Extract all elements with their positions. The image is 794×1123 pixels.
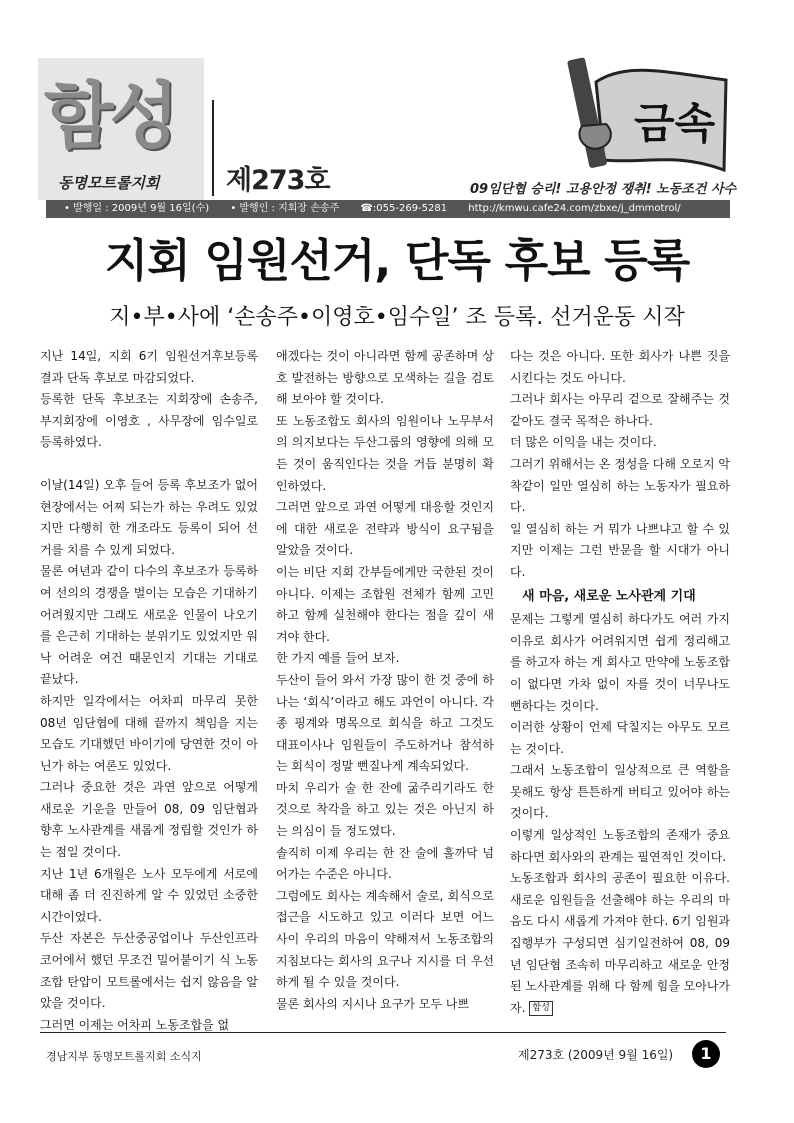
subheadline: 지•부•사에 ‘손송주•이영호•임수일’ 조 등록. 선거운동 시작 xyxy=(109,305,685,330)
paragraph: 두산 자본은 두산중공업이나 두산인프라코어에서 했던 무조건 밀어붙이기 식 노동조합 탄압이 모트롤에서는 쉽지 않음을 알았을 것이다. xyxy=(40,931,258,1011)
paragraph-gap xyxy=(40,454,258,475)
issue-number: 제273호 xyxy=(226,165,330,196)
page-number: 1 xyxy=(692,1040,720,1068)
paragraph: 더 많은 이익을 내는 것이다. xyxy=(510,435,657,450)
paragraph: 솔직히 이제 우리는 한 잔 술에 홀까닥 넘어가는 수준은 아니다. xyxy=(276,845,494,882)
paragraph: 등록한 단독 후보조는 지회장에 손송주, 부지회장에 이영호 , 사무장에 임수일로 등록하였다. xyxy=(40,392,258,450)
headline: 지회 임원선거, 단독 후보 등록 xyxy=(104,234,690,287)
paragraph: 이렇게 일상적인 노동조합의 존재가 중요하다면 회사와의 관계는 필연적인 것이다. xyxy=(510,828,730,864)
sign-stamp: 함성 xyxy=(529,1001,552,1016)
branch-name: 동명모트롤지회 xyxy=(58,174,160,192)
masthead-divider xyxy=(212,100,214,196)
paragraph: 그러기 위해서는 온 정성을 다해 오로지 악착같이 일만 열심히 하는 노동자가 필요하다. xyxy=(510,456,730,515)
paragraph: 그러나 회사는 아무리 겉으로 잘해주는 것 같아도 결국 목적은 하나다. xyxy=(510,392,730,428)
article-column-3 xyxy=(510,346,730,1019)
phone-number: ☎:055-269-5281 xyxy=(360,203,448,214)
article-column-2 xyxy=(276,346,494,1015)
publication-info-bar xyxy=(46,200,730,218)
paragraph: 한 가지 예를 들어 보자. xyxy=(276,651,400,666)
paragraph: 물론 회사의 지시나 요구가 모두 나쁘 xyxy=(276,996,469,1011)
publish-date: • 발행일 : 2009년 9월 16일(수) xyxy=(64,203,210,214)
cafe-url[interactable]: http://kmwu.cafe24.com/zbxe/j_dmmotrol/ xyxy=(468,203,681,214)
paragraph: 지난 14일, 지회 6기 임원선거후보등록 결과 단독 후보로 마감되었다. xyxy=(40,349,258,385)
paragraph: 애겠다는 것이 아니라면 함께 공존하며 상호 발전하는 방향으로 모색하는 길을 검토해 보아야 할 것이다. xyxy=(276,349,494,407)
newsletter-logo: 함성 xyxy=(44,74,176,158)
paragraph: 이러한 상황이 언제 닥칠지는 아무도 모르는 것이다. xyxy=(510,720,730,756)
article-column-1 xyxy=(40,346,258,1036)
paragraph: 그러면 이제는 어차피 노동조합을 없 xyxy=(40,1017,230,1032)
paragraph-text: 노동조합과 회사의 공존이 필요한 이유다. 새로운 임원들을 선출해야 하는 우리의 마음도 다시 새롭게 가져야 한다. 6기 임원과 집행부가 구성되면 심기일전하여 08, 09년 임단협 조속히 마무리하고 새로운 안정된 노사관계를 위해 다 함께 힘을 모아나가자. xyxy=(510,871,730,1015)
paragraph: 하지만 일각에서는 어차피 마무리 못한 08년 임단협에 대해 끝까지 책임을 지는 모습도 기대했던 바이기에 당연한 것이 아닌가 하는 여론도 있었다. xyxy=(40,693,258,773)
paragraph: 일 열심히 하는 거 뭐가 나쁘냐고 할 수 있지만 이제는 그런 반문을 할 시대가 아니다. xyxy=(510,521,730,579)
paragraph: 이는 비단 지회 간부들에게만 국한된 것이 아니다. 이제는 조합원 전체가 함께 고민하고 함께 실천해야 한다는 점을 깊이 새겨야 한다. xyxy=(276,564,494,644)
section-heading: 새 마음, 새로운 노사관계 기대 xyxy=(522,588,696,604)
paragraph: 또 노동조합도 회사의 임원이나 노무부서의 의지보다는 두산그룹의 영향에 의해 모든 것이 움직인다는 것을 거듭 분명히 확인하였다. xyxy=(276,413,494,493)
footer-issue-date: 제273호 (2009년 9월 16일) xyxy=(518,1048,674,1062)
flag-text: 금속 xyxy=(634,99,716,148)
paragraph: 그래서 노동조합이 일상적으로 큰 역할을 못해도 항상 튼튼하게 버티고 있어야 하는 것이다. xyxy=(510,763,730,821)
publisher: • 발행인 : 지회장 손송주 xyxy=(230,203,340,214)
paragraph: 문제는 그렇게 열심히 하다가도 여러 가지 이유로 회사가 어려워지면 쉽게 정리해고를 하고자 하는 게 회사고 만약에 노동조합이 없다면 가차 없이 자를 것이 너무나도 뻔하다는 것이다. xyxy=(510,612,730,713)
paragraph: 두산이 들어 와서 가장 많이 한 것 중에 하나는 ‘회식’이라고 해도 과언이 아니다. 각종 핑계와 명목으로 회식을 하고 그것도 대표이사나 임원들이 주도하거나 참석하는 회식이 정말 뻔질나게 계속되었다. xyxy=(276,672,494,774)
paragraph: 이날(14일) 오후 들어 등록 후보조가 없어 현장에서는 어찌 되는가 하는 우려도 있었지만 다행히 한 개조라도 등록이 되어 선거를 치를 수 있게 되었다. xyxy=(40,477,258,557)
paragraph: 그러면 앞으로 과연 어떻게 대응할 것인지에 대한 새로운 전략과 방식이 요구됨을 알았을 것이다. xyxy=(276,500,494,558)
paragraph: 다는 것은 아니다. 또한 회사가 나쁜 짓을 시킨다는 것도 아니다. xyxy=(510,349,730,385)
final-paragraph xyxy=(510,868,730,1019)
paragraph: 지난 1년 6개월은 노사 모두에게 서로에 대해 좀 더 진진하게 알 수 있었던 소중한 시간이었다. xyxy=(40,866,258,924)
paragraph: 마치 우리가 술 한 잔에 굶주리기라도 한 것으로 착각을 하고 있는 것은 아닌지 하는 의심이 들 정도였다. xyxy=(276,780,494,839)
footer-publication: 경남지부 동명모트롤지회 소식지 xyxy=(46,1050,202,1063)
footer-divider xyxy=(40,1032,726,1033)
union-flag-icon xyxy=(556,52,732,184)
slogan: 09임단협 승리! 고용안정 쟁취! 노동조건 사수 xyxy=(470,182,737,197)
paragraph: 그러나 중요한 것은 과연 앞으로 어떻게 새로운 기운을 만들어 08, 09 임단협과 향후 노사관계를 새롭게 정립할 것인가 하는 점일 것이다. xyxy=(40,780,258,860)
paragraph: 물론 여년과 같이 다수의 후보조가 등록하여 선의의 경쟁을 벌이는 모습은 기대하기 어려웠지만 그래도 새로운 인물이 나오기를 은근히 기대하는 분위기도 있었지만 워낙 어려운 여건 때문인지 기대는 기대로 끝났다. xyxy=(40,564,258,687)
paragraph: 그럼에도 회사는 계속해서 술로, 회식으로 접근을 시도하고 있고 이러다 보면 어느 사이 우리의 마음이 약해져서 노동조합의 지침보다는 회사의 요구나 지시를 더 우선하게 될 수 있을 것이다. xyxy=(276,888,494,990)
